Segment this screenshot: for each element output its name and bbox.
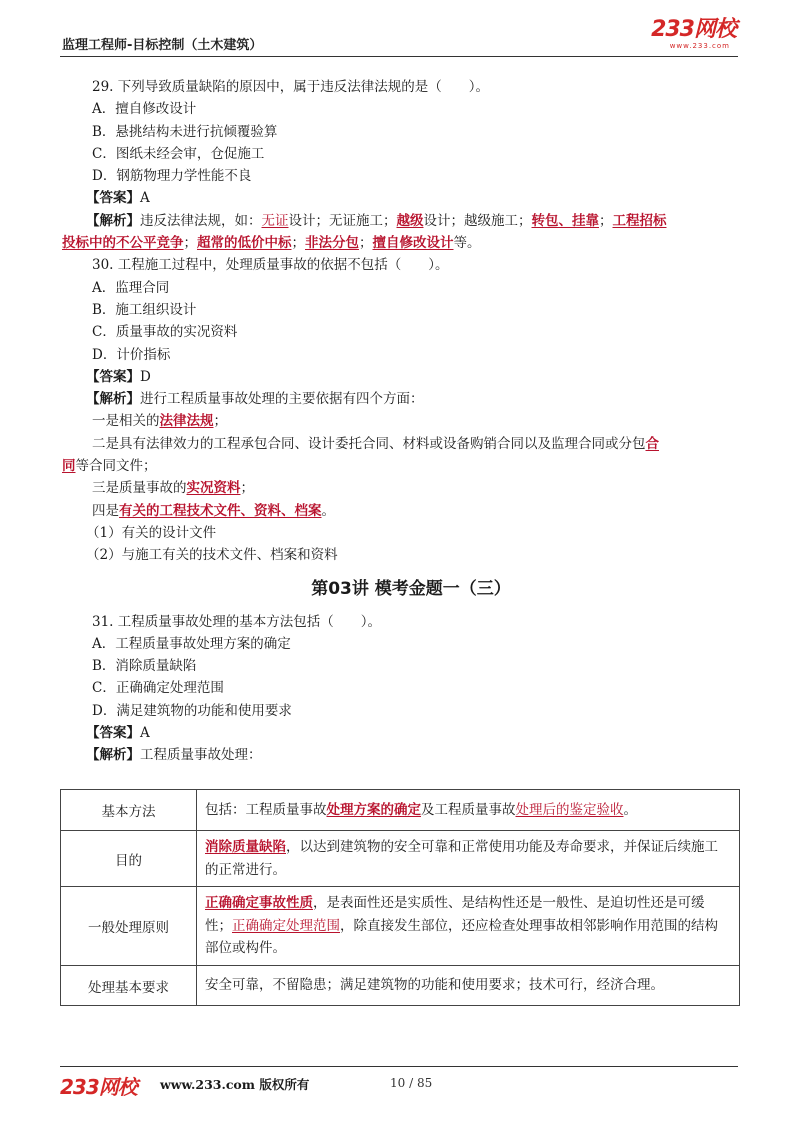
footer-logo[interactable]: 233网校 <box>60 1075 137 1099</box>
analysis-label: 【解析】 <box>86 212 140 229</box>
analysis-text: 二是具有法律效力的工程承包合同、设计委托合同、材料或设备购销合同以及监理合同或分包 <box>92 435 646 452</box>
highlight: 转包、挂靠 <box>531 212 599 229</box>
highlight: 法律法规 <box>159 413 214 430</box>
highlight: 正确确定处理范围 <box>232 917 340 934</box>
analysis-text: ； <box>183 235 197 252</box>
answer-label: 【答案】 <box>86 190 140 207</box>
analysis-text: 一是相关的 <box>92 413 160 430</box>
cell-text: ，以达到建筑物的安全可靠和正常使用功能及寿命要求，并保证后续施工的正常进行。 <box>205 839 718 878</box>
highlight: 无证 <box>261 212 289 229</box>
analysis-text: 等合同文件； <box>75 458 157 475</box>
highlight: 非法分包 <box>305 235 359 252</box>
table-row <box>61 887 740 966</box>
brand-logo-url: www.233.com <box>669 42 730 50</box>
accident-handling-table <box>60 789 740 1006</box>
q30-basis-1 <box>62 410 740 432</box>
cell-text: ，除直接发生部位，还应检查处理事故相邻影响作用范围的结构部位或构件。 <box>205 917 718 957</box>
section-title: 第03讲 模考金题一（三） <box>311 578 511 599</box>
document-body <box>62 76 740 767</box>
cell-text: 及工程质量事故 <box>421 801 516 818</box>
answer-value: A <box>140 190 150 207</box>
answer-label: 【答案】 <box>86 725 140 742</box>
table-value-cell: 安全可靠，不留隐患；满足建筑物的功能和使用要求；技术可行，经济合理。 <box>197 966 740 1006</box>
analysis-text: ； <box>291 235 305 252</box>
table-value-cell <box>197 887 740 966</box>
highlight: 投标中的不公平竞争 <box>62 235 184 252</box>
table-row <box>61 790 740 831</box>
q31-question: 31. 工程质量事故处理的基本方法包括（ ）。 <box>92 613 382 630</box>
q30-basis-2 <box>62 433 740 455</box>
q30-basis-3 <box>62 477 740 499</box>
highlight: 处理方案的确定 <box>326 801 421 818</box>
q31-option-c: C．正确确定处理范围 <box>92 680 224 697</box>
brand-logo-text: 233网校 <box>651 17 736 42</box>
q29-option-b: B．悬挑结构未进行抗倾覆验算 <box>92 123 278 140</box>
answer-value: A <box>140 725 150 742</box>
analysis-label: 【解析】 <box>86 747 140 764</box>
highlight: 有关的工程技术文件、资料、档案 <box>119 502 322 519</box>
q30-basis-4 <box>62 500 740 522</box>
analysis-text: 等。 <box>453 235 481 252</box>
analysis-text: 。 <box>321 502 335 519</box>
analysis-label: 【解析】 <box>86 391 140 408</box>
q30-sub-item-1: （1）有关的设计文件 <box>86 524 217 541</box>
q31-option-d: D．满足建筑物的功能和使用要求 <box>92 702 292 719</box>
answer-value: D <box>140 368 151 385</box>
analysis-text: 设计；无证施工； <box>288 212 397 229</box>
highlight: 正确确定事故性质 <box>205 895 313 912</box>
analysis-text: 四是 <box>92 502 119 519</box>
table-key-cell: 基本方法 <box>61 790 197 831</box>
q29-analysis-line-1 <box>62 210 740 232</box>
q29-option-d: D．钢筋物理力学性能不良 <box>92 168 252 185</box>
q31-option-b: B．消除质量缺陷 <box>92 658 197 675</box>
q31-option-a: A．工程质量事故处理方案的确定 <box>92 635 291 652</box>
page-number: 10 / 85 <box>390 1076 433 1090</box>
answer-label: 【答案】 <box>86 368 140 385</box>
analysis-text: 三是质量事故的 <box>92 480 187 497</box>
analysis-text: 进行工程质量事故处理的主要依据有四个方面： <box>140 391 424 408</box>
analysis-text: ； <box>599 212 613 229</box>
q31-analysis-intro <box>62 744 740 766</box>
table-row <box>61 966 740 1006</box>
highlight: 消除质量缺陷 <box>205 839 286 855</box>
analysis-text: ； <box>240 480 254 497</box>
q30-analysis-intro <box>62 388 740 410</box>
header-title: 监理工程师-目标控制（土木建筑） <box>62 38 263 53</box>
table-row <box>61 831 740 887</box>
q31-answer <box>62 722 740 744</box>
highlight: 越级 <box>396 212 424 229</box>
table-key-cell: 目的 <box>61 831 197 887</box>
analysis-text: 工程质量事故处理： <box>140 747 262 764</box>
cell-text: 。 <box>623 801 637 818</box>
q30-answer <box>62 366 740 388</box>
highlight: 实况资料 <box>186 480 241 497</box>
footer-copyright: www.233.com 版权所有 <box>160 1077 310 1092</box>
table-value-cell <box>197 831 740 887</box>
analysis-text: ； <box>359 235 373 252</box>
cell-text: ，是表面性还是实质性、是结构性还是一般性、是迫切性还是可缓性； <box>205 895 705 934</box>
highlight: 超常的低价中标 <box>197 235 292 252</box>
brand-logo[interactable] <box>616 18 736 51</box>
q30-option-d: D．计价指标 <box>92 346 171 363</box>
table-key-cell: 处理基本要求 <box>61 966 197 1006</box>
table-value-cell <box>197 790 740 831</box>
highlight: 同 <box>62 458 76 475</box>
highlight: 处理后的鉴定验收 <box>515 801 624 818</box>
q29-answer <box>62 187 740 209</box>
q29-option-a: A．擅自修改设计 <box>92 101 197 118</box>
cell-text: 包括：工程质量事故 <box>205 801 327 818</box>
q29-analysis-line-2 <box>62 232 740 254</box>
q30-basis-2-cont <box>62 455 740 477</box>
q29-question: 29. 下列导致质量缺陷的原因中，属于违反法律法规的是（ ）。 <box>92 79 490 95</box>
header-divider <box>60 56 738 57</box>
table-key-cell: 一般处理原则 <box>61 887 197 966</box>
highlight: 擅自修改设计 <box>372 235 454 252</box>
highlight: 工程招标 <box>612 212 667 229</box>
highlight: 合 <box>645 435 659 452</box>
analysis-text: 设计；越级施工； <box>423 212 532 229</box>
q30-option-b: B．施工组织设计 <box>92 301 197 318</box>
q30-question: 30. 工程施工过程中，处理质量事故的依据不包括（ ）。 <box>92 257 449 274</box>
analysis-text: 违反法律法规，如： <box>140 212 262 229</box>
q29-option-c: C．图纸未经会审，仓促施工 <box>92 145 265 162</box>
footer-divider <box>60 1066 738 1067</box>
q30-option-a: A．监理合同 <box>92 279 170 296</box>
analysis-text: ； <box>213 413 227 430</box>
q30-option-c: C．质量事故的实况资料 <box>92 324 238 341</box>
q30-sub-item-2: （2）与施工有关的技术文件、档案和资料 <box>86 547 338 564</box>
